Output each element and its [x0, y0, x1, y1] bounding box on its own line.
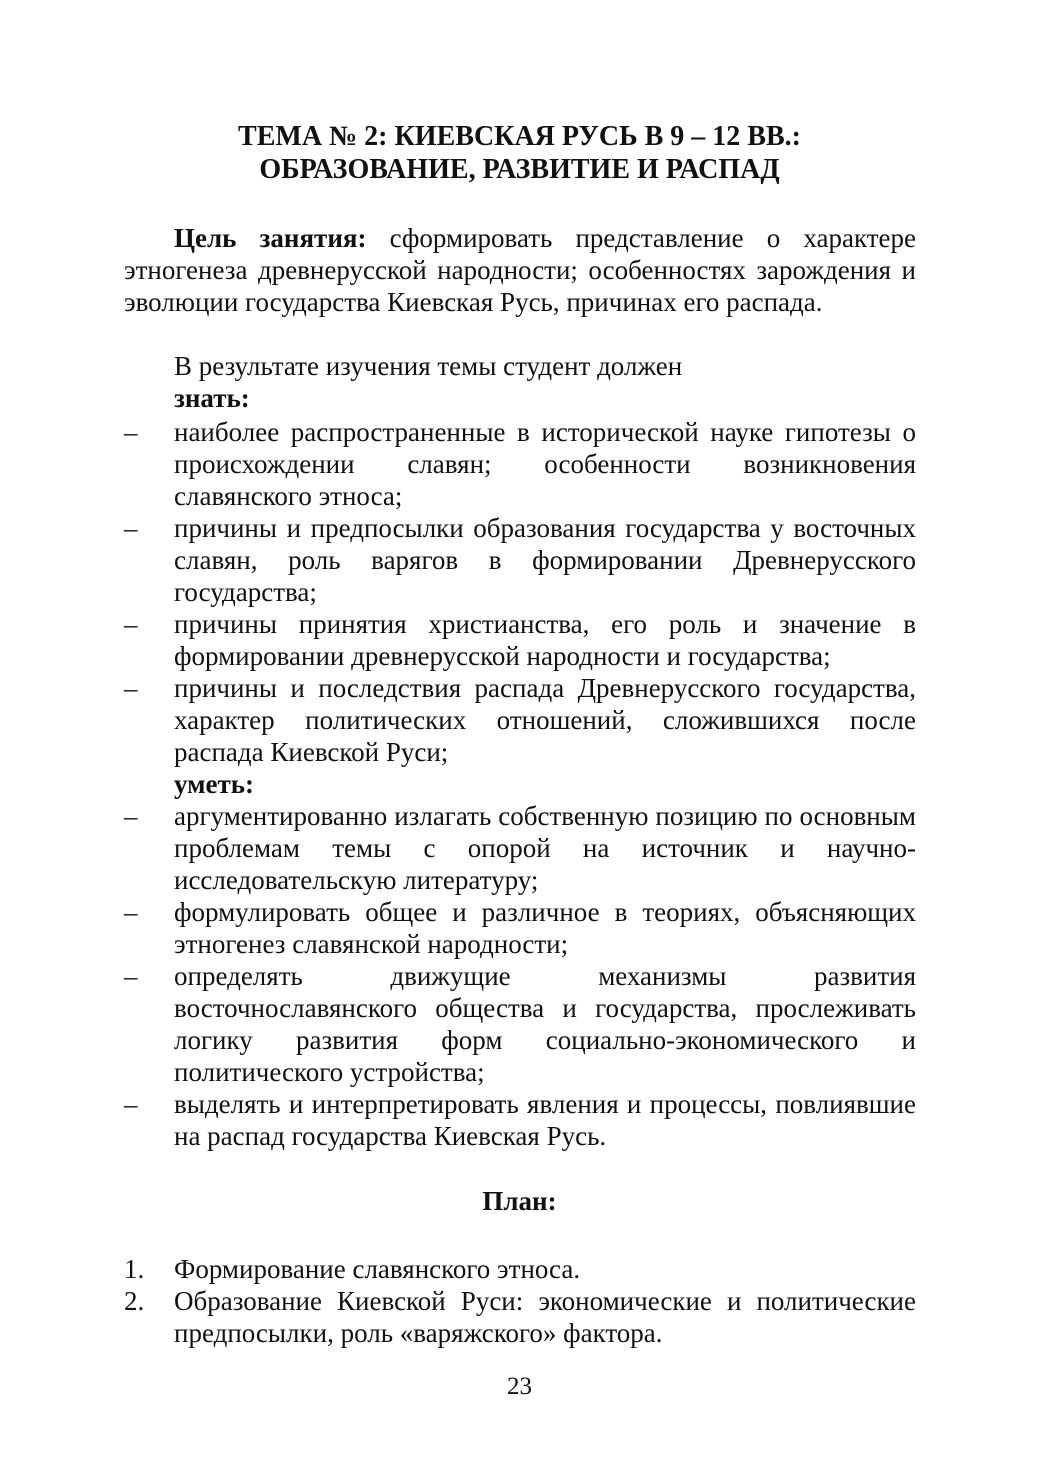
dash-bullet: – [124, 961, 138, 991]
list-item [124, 960, 916, 1088]
dash-bullet: – [124, 513, 138, 543]
know-heading: знать: [174, 383, 250, 413]
list-item [124, 608, 916, 672]
goal-text: сформировать представление о характере этногенеза древнерусской народности; особенностях зарождения и эволюции государства Киевская Русь, причинах его распада. [124, 223, 917, 317]
list-item [124, 512, 916, 608]
plan-heading: План: [482, 1186, 557, 1216]
list-item-text: причины и последствия распада Древнерусского государства, характер политических отношений, сложившихся после распада Киевской Руси; [174, 673, 916, 767]
list-item [124, 800, 916, 896]
dash-bullet: – [124, 673, 138, 703]
plan-item-number: 1. [124, 1254, 145, 1284]
list-item-text: причины и предпосылки образования государства у восточных славян, роль варягов в формировании Древнерусского государства; [174, 513, 916, 607]
dash-bullet: – [124, 1089, 138, 1119]
goal-label: Цель занятия: [174, 223, 367, 253]
list-item [124, 672, 916, 768]
list-item-text: определять движущие механизмы развития восточнославянского общества и государства, прослеживать логику развития форм социально-экономического и политического устройства; [174, 961, 916, 1087]
list-item-text: наиболее распространенные в исторической науке гипотезы о происхождении славян; особенности возникновения славянского этноса; [174, 417, 916, 511]
goal-paragraph [124, 222, 916, 318]
dash-bullet: – [124, 897, 138, 927]
know-list [124, 416, 916, 768]
title-line-2: ОБРАЗОВАНИЕ, РАЗВИТИЕ И РАСПАД [259, 154, 780, 185]
list-item [124, 416, 916, 512]
plan-item-text: Образование Киевской Руси: экономические и политические предпосылки, роль «варяжского» фактора. [174, 1286, 916, 1348]
plan-item [124, 1285, 916, 1349]
list-item-text: выделять и интерпретировать явления и процессы, повлиявшие на распад государства Киевская Русь. [174, 1089, 916, 1151]
list-item-text: формулировать общее и различное в теориях, объясняющих этногенез славянской народности; [174, 897, 916, 959]
list-item [124, 896, 916, 960]
list-item [124, 1088, 916, 1152]
able-list [124, 800, 916, 1152]
page-number: 23 [507, 1373, 532, 1400]
list-item-text: причины принятия христианства, его роль и значение в формировании древнерусской народности и государства; [174, 609, 916, 671]
dash-bullet: – [124, 417, 138, 447]
title-line-1: ТЕМА № 2: КИЕВСКАЯ РУСЬ В 9 – 12 ВВ.: [238, 121, 801, 152]
dash-bullet: – [124, 609, 138, 639]
plan-item-text: Формирование славянского этноса. [174, 1254, 581, 1284]
intro-text: В результате изучения темы студент должен [174, 351, 683, 381]
plan-item-number: 2. [124, 1286, 145, 1316]
able-heading: уметь: [174, 769, 255, 799]
page-title [0, 120, 1039, 186]
plan-list [124, 1253, 916, 1349]
plan-item [124, 1253, 916, 1285]
dash-bullet: – [124, 801, 138, 831]
list-item-text: аргументированно излагать собственную позицию по основным проблемам темы с опорой на источник и научно-исследовательскую литературу; [174, 801, 916, 895]
